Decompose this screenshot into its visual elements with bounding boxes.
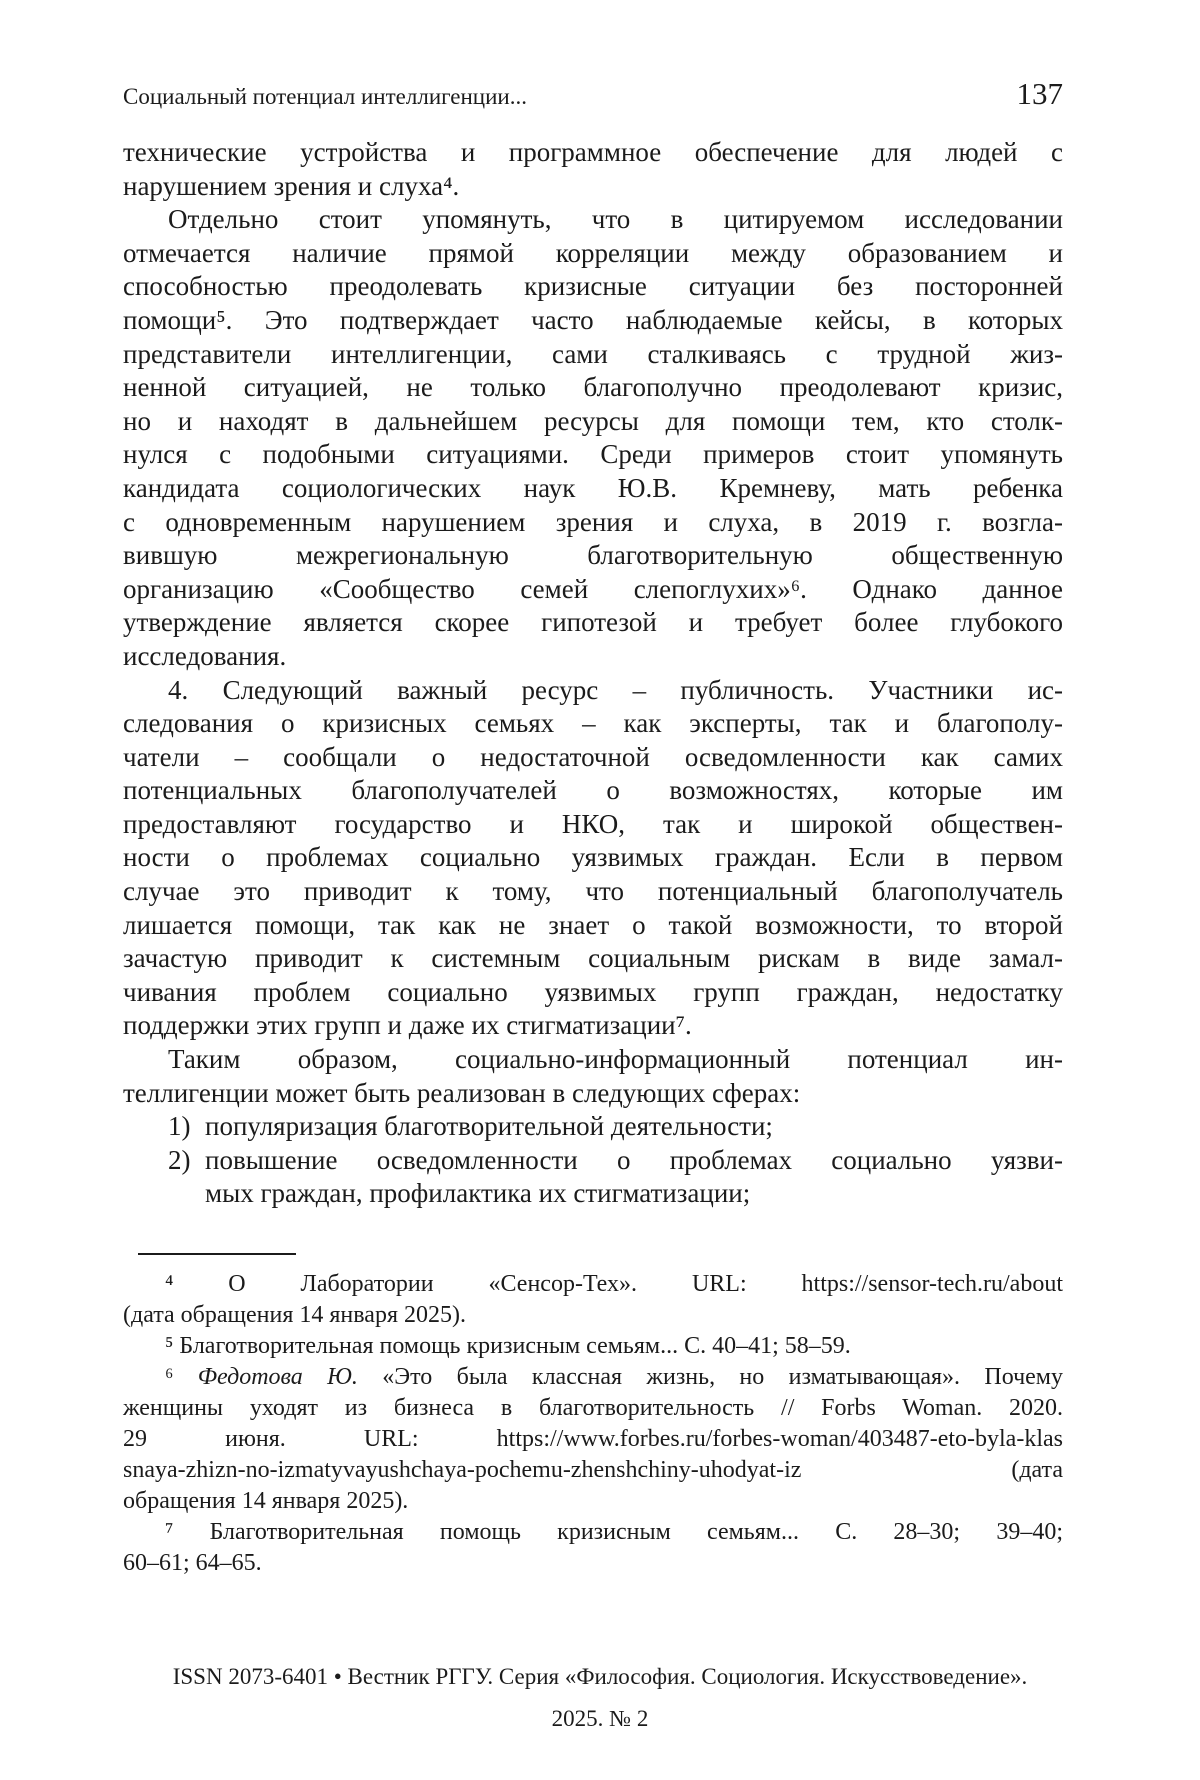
body-line: 4. Следующий важный ресурс – публичность. Участники ис- — [168, 674, 1063, 705]
body-line: но и находят в дальнейшем ресурсы для помощи тем, кто столк- — [123, 405, 1063, 436]
body-line: предоставляют государство и НКО, так и широкой обществен- — [123, 808, 1063, 839]
body-line: утверждение является скорее гипотезой и требует более глубокого — [123, 607, 1063, 638]
body-line: ненной ситуацией, не только благополучно преодолевают кризис, — [123, 372, 1063, 403]
body-line: случае это приводит к тому, что потенциальный благополучатель — [123, 876, 1063, 907]
list-item-marker: 2) — [168, 1144, 191, 1175]
list-item-line: популяризация благотворительной деятельности; — [205, 1111, 773, 1142]
page-number: 137 — [1016, 76, 1063, 111]
footnote-line: (дата обращения 14 января 2025). — [123, 1302, 466, 1328]
paragraph-block — [123, 136, 1063, 1110]
body-line: нарушением зрения и слуха⁴. — [123, 170, 460, 201]
body-line: помощи⁵. Это подтверждает часто наблюдаемые кейсы, в которых — [123, 304, 1063, 335]
footnote — [123, 1269, 1063, 1331]
paragraph — [123, 674, 1063, 1044]
body-line: организацию «Сообщество семей слепоглухих»⁶. Однако данное — [123, 573, 1063, 604]
body-line: Отдельно стоит упомянуть, что в цитируемом исследовании — [168, 204, 1063, 235]
body-line: вившую межрегиональную благотворительную общественную — [123, 540, 1063, 571]
body-line: зачастую приводит к системным социальным рискам в виде замал- — [123, 943, 1063, 974]
body-line: исследования. — [123, 640, 287, 671]
footnote-line: ⁷ Благотворительная помощь кризисным семьям... С. 28–30; 39–40; — [165, 1519, 1063, 1545]
body-line: поддержки этих групп и даже их стигматизации⁷. — [123, 1010, 692, 1041]
article-body — [123, 136, 1063, 1579]
footer-issue-line: 2025. № 2 — [551, 1706, 649, 1731]
body-line: нулся с подобными ситуациями. Среди примеров стоит упомянуть — [123, 439, 1063, 470]
footnote-line: ⁴ О Лаборатории «Сенсор-Тех». URL: https://sensor-tech.ru/about — [165, 1271, 1063, 1297]
body-line: отмечается наличие прямой корреляции между образованием и — [123, 237, 1063, 268]
body-line: лишается помощи, так как не знает о такой возможности, то второй — [123, 909, 1063, 940]
footnote — [123, 1362, 1063, 1517]
footnote — [123, 1517, 1063, 1579]
body-line: теллигенции может быть реализован в следующих сферах: — [123, 1077, 801, 1108]
numbered-list — [123, 1110, 1063, 1211]
footnote-line: 29 июня. URL: https://www.forbes.ru/forbes-woman/403487-eto-byla-klas — [123, 1426, 1063, 1452]
footnote-line: snaya-zhizn-no-izmatyvayushchaya-pochemu-zhenshchiny-uhodyat-iz (дата — [123, 1457, 1063, 1483]
footnote-separator — [138, 1253, 296, 1255]
body-line: кандидата социологических наук Ю.В. Кремневу, мать ребенка — [123, 472, 1063, 503]
footnote-line: ⁵ Благотворительная помощь кризисным семьям... С. 40–41; 58–59. — [165, 1333, 851, 1359]
body-line: чатели – сообщали о недостаточной осведомленности как самих — [123, 741, 1063, 772]
running-head-title: Социальный потенциал интеллигенции... — [123, 83, 527, 109]
body-line: ности о проблемах социально уязвимых граждан. Если в первом — [123, 842, 1063, 873]
body-line: потенциальных благополучателей о возможностях, которые им — [123, 775, 1063, 806]
page-footer — [0, 1656, 1200, 1740]
body-line: с одновременным нарушением зрения и слуха, в 2019 г. возгла- — [123, 506, 1063, 537]
body-line: способностью преодолевать кризисные ситуации без посторонней — [123, 271, 1063, 302]
paragraph — [123, 136, 1063, 203]
footer-issn-line: ISSN 2073-6401 • Вестник РГГУ. Серия «Философия. Социология. Искусствоведение». — [172, 1664, 1028, 1689]
body-line: технические устройства и программное обеспечение для людей с — [123, 137, 1063, 167]
paragraph — [123, 1043, 1063, 1110]
list-item — [123, 1110, 1063, 1144]
list-item-marker: 1) — [168, 1111, 191, 1142]
footnote-line: обращения 14 января 2025). — [123, 1488, 409, 1514]
body-line: представители интеллигенции, сами сталкиваясь с трудной жиз- — [123, 338, 1063, 369]
footnote-line: 60–61; 64–65. — [123, 1550, 262, 1576]
footnote-line: ⁶ Федотова Ю. «Это была классная жизнь, но изматывающая». Почему — [165, 1364, 1063, 1390]
list-item-line: мых граждан, профилактика их стигматизации; — [205, 1178, 751, 1209]
body-line: следования о кризисных семьях – как эксперты, так и благополу- — [123, 708, 1063, 739]
list-item-line: повышение осведомленности о проблемах социально уязви- — [205, 1144, 1063, 1175]
footnote-line: женщины уходят из бизнеса в благотворительность // Forbs Woman. 2020. — [123, 1395, 1063, 1421]
footnote-block — [123, 1269, 1063, 1579]
paragraph — [123, 203, 1063, 673]
body-line: Таким образом, социально-информационный потенциал ин- — [168, 1044, 1063, 1075]
body-line: чивания проблем социально уязвимых групп граждан, недостатку — [123, 976, 1063, 1007]
footnote — [123, 1331, 1063, 1362]
list-item — [123, 1144, 1063, 1211]
running-head — [123, 78, 1063, 109]
